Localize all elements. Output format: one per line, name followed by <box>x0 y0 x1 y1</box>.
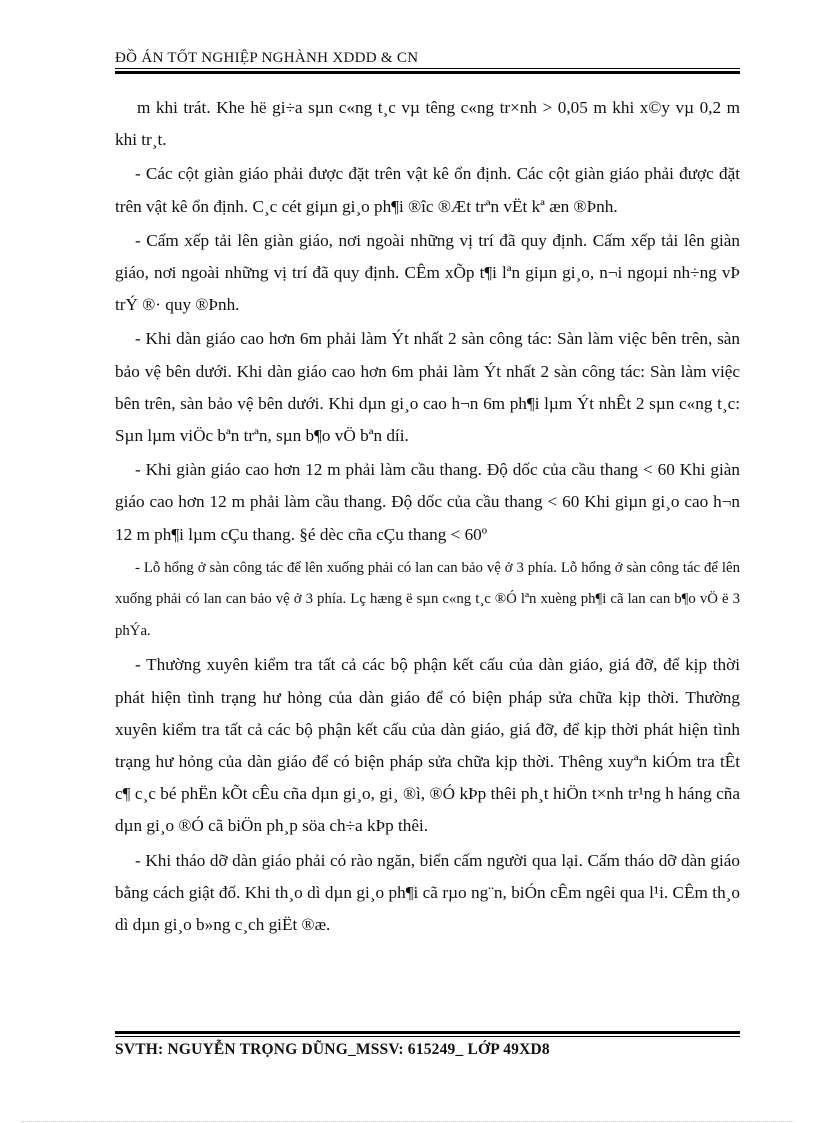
page-edge-divider <box>22 1121 794 1122</box>
page-footer: SVTH: NGUYỄN TRỌNG DŨNG_MSSV: 615249_ LỚP 49XD8 <box>115 1041 550 1058</box>
paragraph-2: - Các cột giàn giáo phải được đặt trên vật kê ổn định. Các cột giàn giáo phải được đặt trên vật kê ổn định. C¸c cét giµn gi¸o ph¶i ®îc ®Æt trªn vËt kª æn ®Þnh. <box>115 164 740 216</box>
paragraph-4: - Khi dàn giáo cao hơn 6m phải làm Ýt nhất 2 sàn công tác: Sàn làm việc bên trên, sàn bảo vệ bên dưới. Khi dàn giáo cao hơn 6m phải làm Ýt nhất 2 sàn công tác: Sàn làm việc bên trên, sàn bảo vệ bên dưới. Khi dµn gi¸o cao h¬n 6m ph¶i lµm Ýt nhÊt 2 sµn c«ng t¸c: Sµn lµm viÖc bªn trªn, sµn b¶o vÖ bªn díi. <box>115 329 740 446</box>
paragraph-8: - Khi tháo dỡ dàn giáo phải có rào ngăn, biển cấm người qua lại. Cấm tháo dỡ dàn giáo bằng cách giật đổ. Khi th¸o dì dµn gi¸o ph¶i cã rµo ng¨n, biÓn cÊm ngêi qua l¹i. CÊm th¸o dì dµn gi¸o b»ng c¸ch giËt ®æ. <box>115 850 740 934</box>
page-header: ĐỒ ÁN TỐT NGHIỆP NGHÀNH XDDD & CN <box>115 50 419 66</box>
footer-rule-thick <box>115 1031 740 1034</box>
paragraph-7: - Thường xuyên kiểm tra tất cả các bộ phận kết cấu của dàn giáo, giá đỡ, để kịp thời phát hiện tình trạng hư hỏng của dàn giáo để có biện pháp sửa chữa kịp thời. Thường xuyên kiểm tra tất cả các bộ phận kết cấu của dàn giáo, giá đỡ, để kịp thời phát hiện tình trạng hư hỏng của dàn giáo để có biện pháp sửa chữa kịp thời. Thêng xuyªn kiÓm tra tÊt c¶ c¸c bé phËn kÕt cÊu cña dµn gi¸o, gi¸ ®ì, ®Ó kÞp thêi ph¸t hiÖn t×nh tr¹ng h háng cña dµn gi¸o ®Ó cã biÖn ph¸p söa ch÷a kÞp thêi. <box>115 655 740 836</box>
paragraph-5: - Khi giàn giáo cao hơn 12 m phải làm cầu thang. Độ dốc của cầu thang < 60 Khi giàn giáo cao hơn 12 m phải làm cầu thang. Độ dốc của cầu thang < 60 Khi giµn gi¸o cao h¬n 12 m ph¶i lµm cÇu thang. §é dèc cña cÇu thang < 60º <box>115 460 740 544</box>
paragraph-1: m khi trát. Khe hë gi÷a sµn c«ng t¸c vµ têng c«ng tr×nh > 0,05 m khi x©y vµ 0,2 m khi tr¸t. <box>115 98 740 150</box>
footer-rule-thin <box>115 1036 740 1037</box>
document-body <box>115 92 740 943</box>
paragraph-3: - Cấm xếp tải lên giàn giáo, nơi ngoài những vị trí đã quy định. Cấm xếp tải lên giàn giáo, nơi ngoài những vị trí đã quy định. CÊm xÕp t¶i lªn giµn gi¸o, n¬i ngoµi nh÷ng vÞ trÝ ®· quy ®Þnh. <box>115 230 740 315</box>
header-rule-thin <box>115 68 740 69</box>
paragraph-6: - Lỗ hổng ở sàn công tác để lên xuống phải có lan can bảo vệ ở 3 phía. Lỗ hổng ở sàn công tác để lên xuống phải có lan can bảo vệ ở 3 phía. Lç hæng ë sµn c«ng t¸c ®Ó lªn xuèng ph¶i cã lan can b¶o vÖ ë 3 phÝa. <box>115 559 740 639</box>
header-rule-thick <box>115 71 740 74</box>
